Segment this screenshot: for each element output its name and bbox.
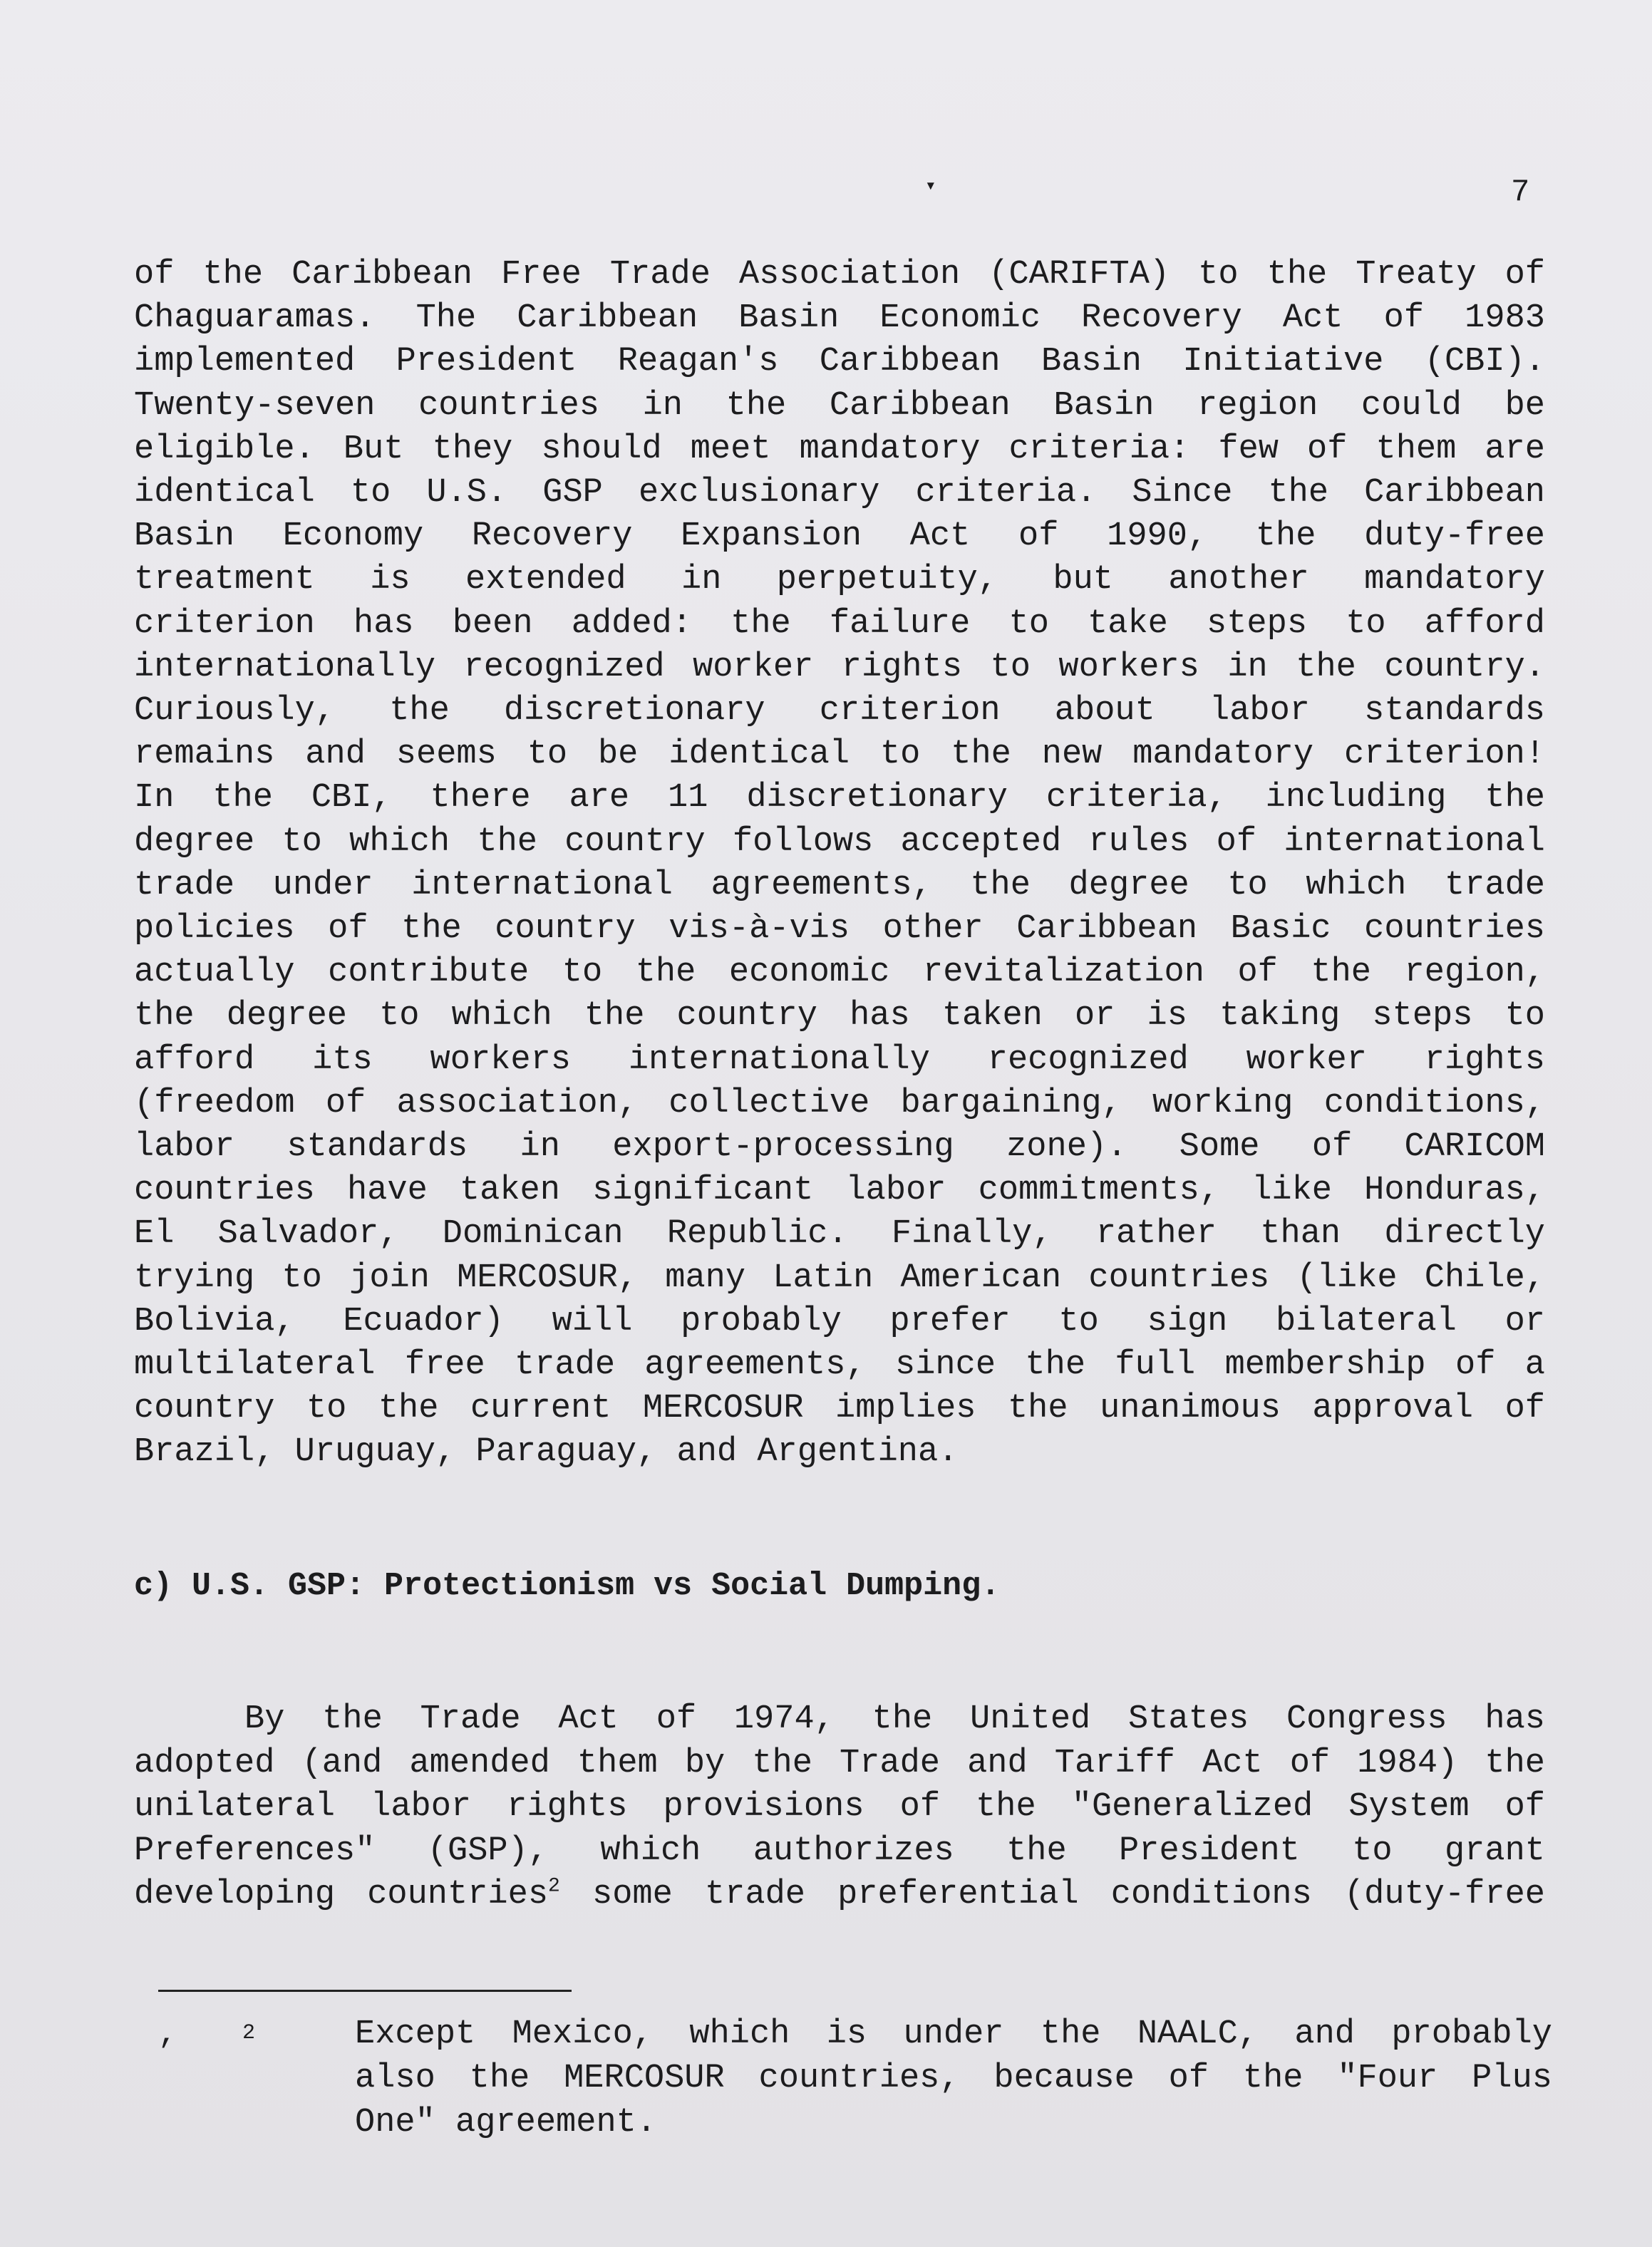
text-line: unilateral labor rights provisions of the "Generalized System of	[134, 1788, 1545, 1826]
body-paragraph-2	[134, 1698, 1545, 1917]
text-line: El Salvador, Dominican Republic. Finally, rather than directly	[134, 1215, 1545, 1254]
text-line: afford its workers internationally recognized worker rights	[134, 1040, 1545, 1079]
footnote-divider	[158, 1990, 572, 1992]
text-line: eligible. But they should meet mandatory criteria: few of them are	[134, 430, 1545, 468]
text-line: Brazil, Uruguay, Paraguay, and Argentina.	[134, 1433, 959, 1472]
text-line: labor standards in export-processing zone). Some of CARICOM	[134, 1128, 1545, 1167]
text-line: actually contribute to the economic revitalization of the region,	[134, 954, 1545, 992]
footnote-marker: 2	[242, 2021, 256, 2045]
footnote-line: also the MERCOSUR countries, because of the "Four Plus	[355, 2060, 1552, 2097]
text-line: the degree to which the country has taken or is taking steps to	[134, 997, 1545, 1035]
text-line: Bolivia, Ecuador) will probably prefer to sign bilateral or	[134, 1302, 1545, 1341]
footnote-line: Except Mexico, which is under the NAALC, and probably	[355, 2015, 1552, 2053]
footnote-text	[355, 2013, 1552, 2145]
text-line: of the Caribbean Free Trade Association (CARIFTA) to the Treaty of	[134, 256, 1545, 294]
text-line: Twenty-seven countries in the Caribbean Basin region could be	[134, 386, 1545, 425]
text-line: country to the current MERCOSUR implies the unanimous approval of	[134, 1390, 1545, 1428]
text-line: implemented President Reagan's Caribbean Basin Initiative (CBI).	[134, 343, 1545, 381]
text-line: Curiously, the discretionary criterion about labor standards	[134, 692, 1545, 730]
text-line: degree to which the country follows accepted rules of international	[134, 822, 1545, 861]
stray-scan-mark: ▾	[925, 175, 936, 197]
text-line: adopted (and amended them by the Trade and Tariff Act of 1984) the	[134, 1744, 1545, 1782]
text-line: identical to U.S. GSP exclusionary criteria. Since the Caribbean	[134, 474, 1545, 512]
text-line: internationally recognized worker rights to workers in the country.	[134, 648, 1545, 686]
text-line: (freedom of association, collective bargaining, working conditions,	[134, 1084, 1545, 1122]
text-line: trade under international agreements, the degree to which trade	[134, 866, 1545, 904]
text-line: treatment is extended in perpetuity, but another mandatory	[134, 561, 1545, 599]
page-number: 7	[1511, 175, 1530, 210]
text-line-with-footnote	[134, 1873, 1545, 1917]
text-line: remains and seems to be identical to the new mandatory criterion!	[134, 735, 1545, 774]
text-line: policies of the country vis-à-vis other Caribbean Basic countries	[134, 910, 1545, 949]
text-fragment: developing countries	[134, 1876, 549, 1913]
text-line: Basin Economy Recovery Expansion Act of 1990, the duty-free	[134, 517, 1545, 556]
footnote-stray-comma: ,	[158, 2017, 177, 2052]
text-line: By the Trade Act of 1974, the United States Congress has	[244, 1700, 1545, 1738]
footnote-line: One" agreement.	[355, 2104, 657, 2142]
text-line: multilateral free trade agreements, since the full membership of a	[134, 1346, 1545, 1385]
text-line: Chaguaramas. The Caribbean Basin Economic Recovery Act of 1983	[134, 299, 1545, 338]
text-line: trying to join MERCOSUR, many Latin American countries (like Chile,	[134, 1259, 1545, 1297]
text-line: criterion has been added: the failure to take steps to afford	[134, 604, 1545, 643]
text-line: Preferences" (GSP), which authorizes the President to grant	[134, 1832, 1545, 1870]
text-line: countries have taken significant labor commitments, like Honduras,	[134, 1172, 1545, 1210]
footnote-reference[interactable]: 2	[548, 1875, 560, 1898]
body-paragraph-1	[134, 253, 1545, 1474]
text-line: In the CBI, there are 11 discretionary criteria, including the	[134, 779, 1545, 817]
section-heading: c) U.S. GSP: Protectionism vs Social Dumping.	[134, 1568, 1001, 1604]
text-fragment: some trade preferential conditions (duty-free	[559, 1876, 1545, 1913]
